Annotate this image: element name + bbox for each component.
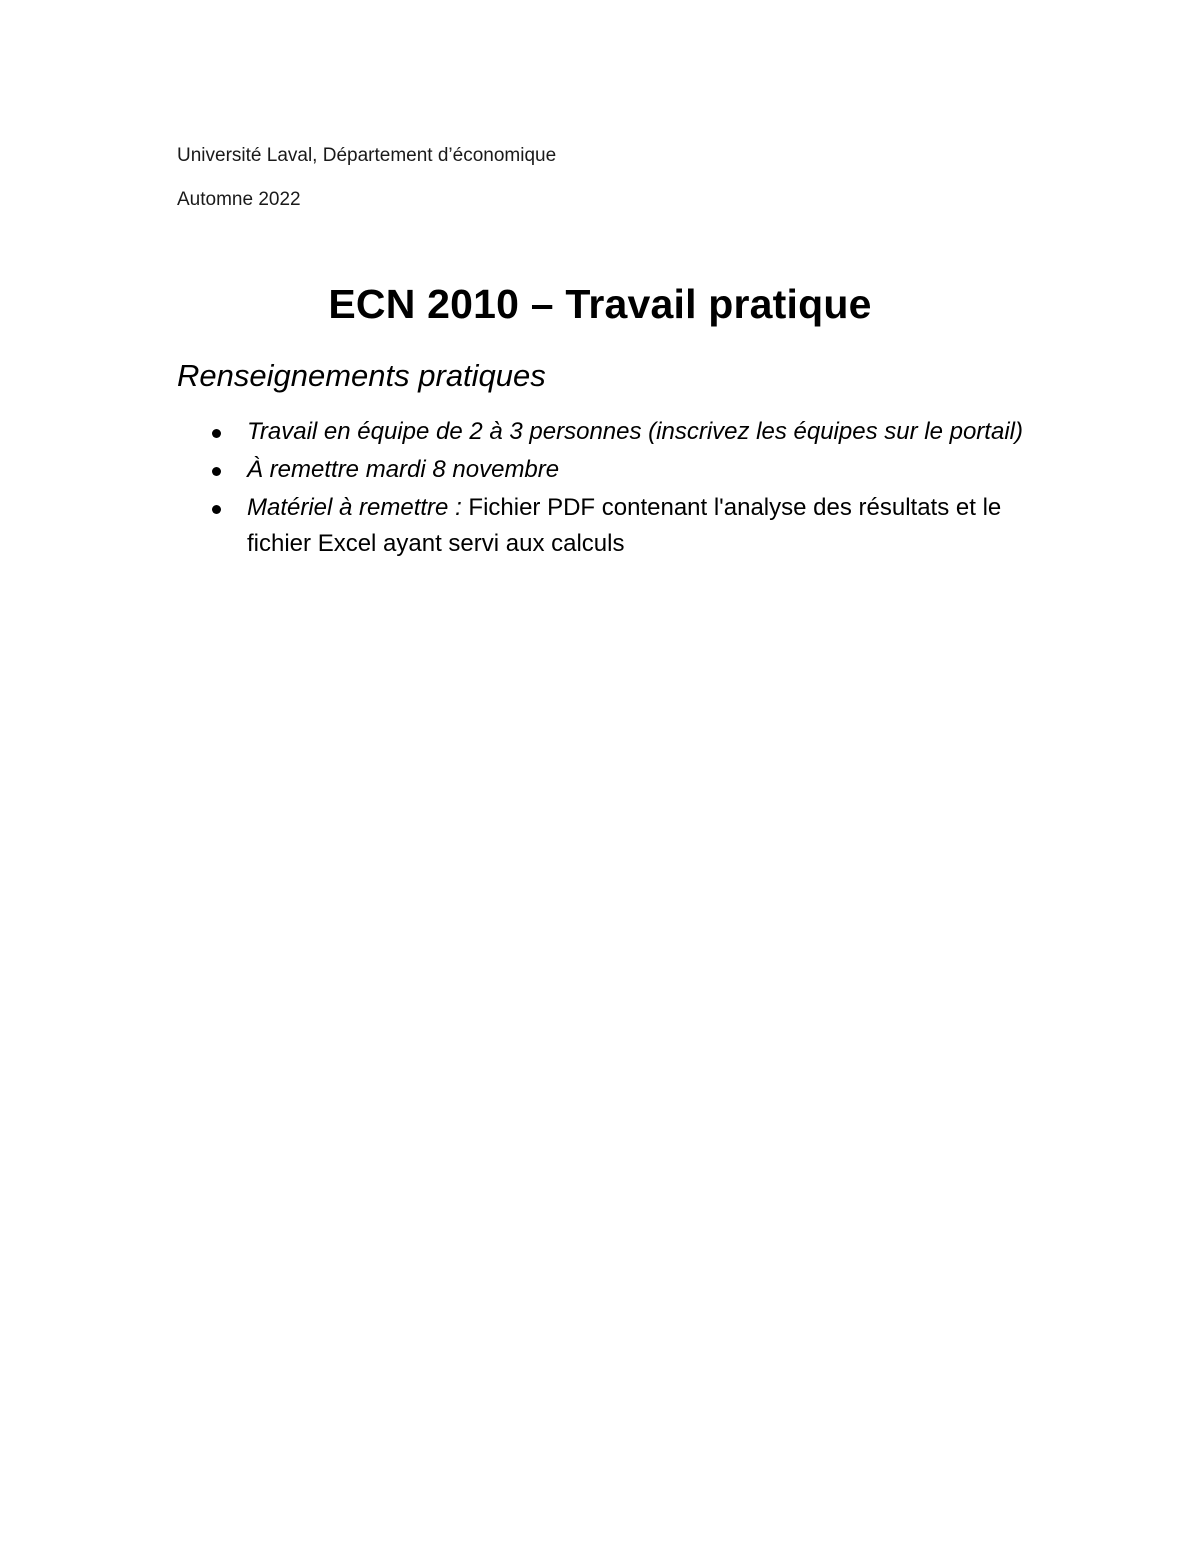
bullet-icon	[212, 429, 221, 438]
list-item	[0, 490, 1047, 562]
section-heading: Renseignements pratiques	[177, 358, 546, 393]
list-item	[0, 452, 1047, 488]
list-item	[0, 414, 1047, 450]
bullet-italic-text: Travail en équipe de 2 à 3 personnes (inscrivez les équipes sur le portail)	[247, 418, 1023, 445]
bullet-plain-text: Fichier PDF contenant l'analyse des résultats et le fichier Excel ayant servi aux calculs	[247, 494, 1002, 557]
bullet-italic-text: À remettre mardi 8 novembre	[247, 456, 560, 483]
term-line: Automne 2022	[177, 189, 301, 210]
bullet-italic-text: Matériel à remettre :	[247, 494, 469, 521]
institution-line: Université Laval, Département d’économique	[177, 145, 557, 166]
bullet-icon	[212, 467, 221, 476]
document-title: ECN 2010 – Travail pratique	[328, 281, 872, 327]
bullet-list	[0, 414, 1200, 564]
bullet-icon	[212, 505, 221, 514]
